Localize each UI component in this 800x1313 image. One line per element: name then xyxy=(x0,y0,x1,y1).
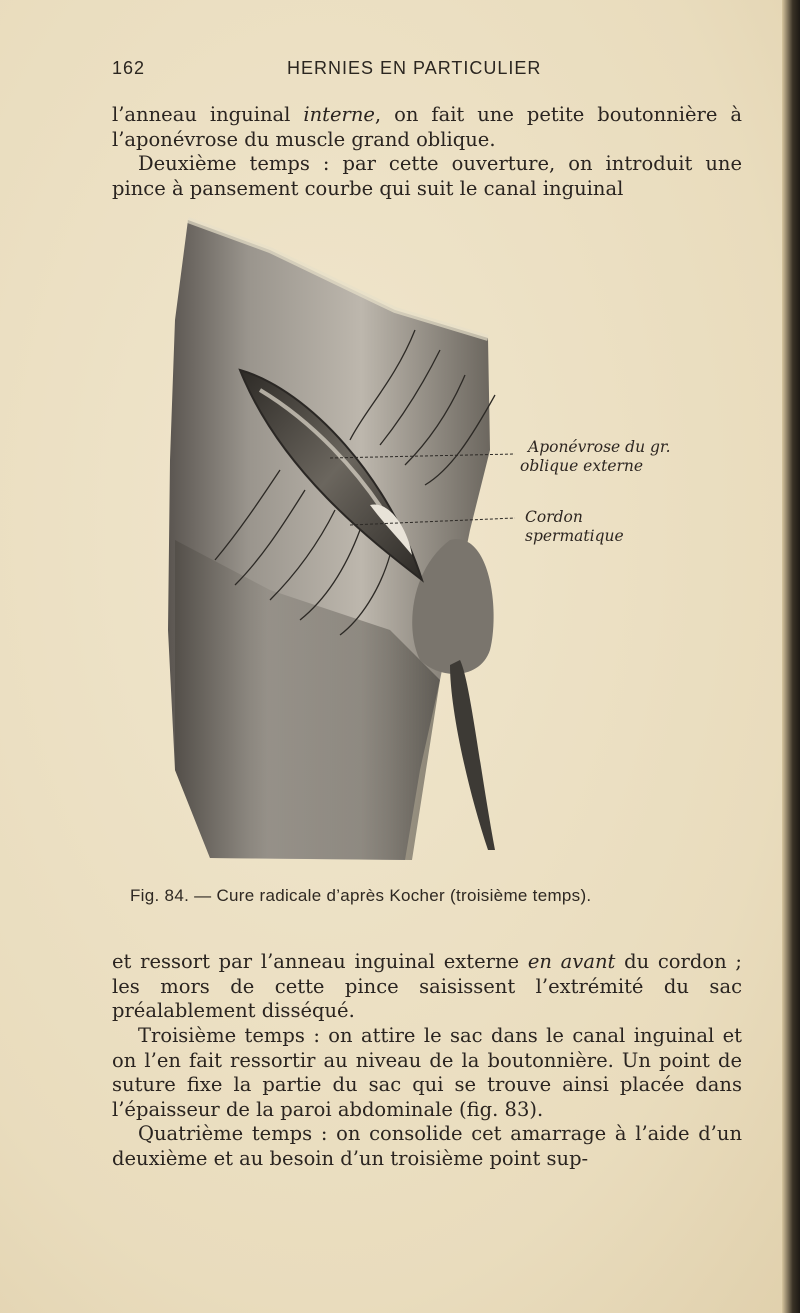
paragraph-1-italic: interne xyxy=(303,103,375,126)
label-aponevrose xyxy=(520,438,671,476)
paragraph-3 xyxy=(112,950,742,1024)
label-aponevrose-line-1: Aponévrose du gr. xyxy=(528,438,671,456)
anatomical-figure xyxy=(150,210,720,870)
label-cordon-line-1: Cordon xyxy=(525,508,583,526)
paragraph-2: Deuxième temps : par cette ouverture, on introduit une pince à pansement courbe qui suit le canal inguinal xyxy=(112,152,742,200)
book-spine-shadow xyxy=(782,0,800,1313)
paragraph-4: Troisième temps : on attire le sac dans le canal inguinal et on l’en fait ressortir au niveau de la boutonnière. Un point de suture fixe la partie du sac qui se trouve ainsi placée dans l’épaisseur de la paroi abdominale (fig. 83). xyxy=(112,1024,742,1121)
page-header xyxy=(112,58,742,84)
paragraph-3-text-b: du cordon ; les mors de cette pince saisissent l’extrémité du sac préalablement disséqué. xyxy=(112,950,742,1022)
figure-caption: Fig. 84. — Cure radicale d’après Kocher (troisième temps). xyxy=(130,886,592,905)
paragraph-3-text-a: et ressort par l’anneau inguinal externe xyxy=(112,950,528,973)
label-cordon-line-2: spermatique xyxy=(525,527,624,545)
paragraph-1 xyxy=(112,103,742,152)
paragraph-3-italic: en avant xyxy=(527,950,616,973)
label-cordon xyxy=(525,508,624,546)
paragraph-1-text-a: l’anneau inguinal xyxy=(112,103,304,126)
page-number: 162 xyxy=(112,58,146,78)
paragraph-5: Quatrième temps : on consolide cet amarrage à l’aide d’un deuxième et au besoin d’un troisième point sup- xyxy=(112,1122,742,1170)
label-aponevrose-line-2: oblique externe xyxy=(520,457,644,475)
running-head: HERNIES EN PARTICULIER xyxy=(287,58,542,78)
inguinal-incision-illustration xyxy=(150,210,720,870)
paragraph-1-text-b: , on fait une petite boutonnière à l’aponévrose du muscle grand oblique. xyxy=(112,103,742,151)
